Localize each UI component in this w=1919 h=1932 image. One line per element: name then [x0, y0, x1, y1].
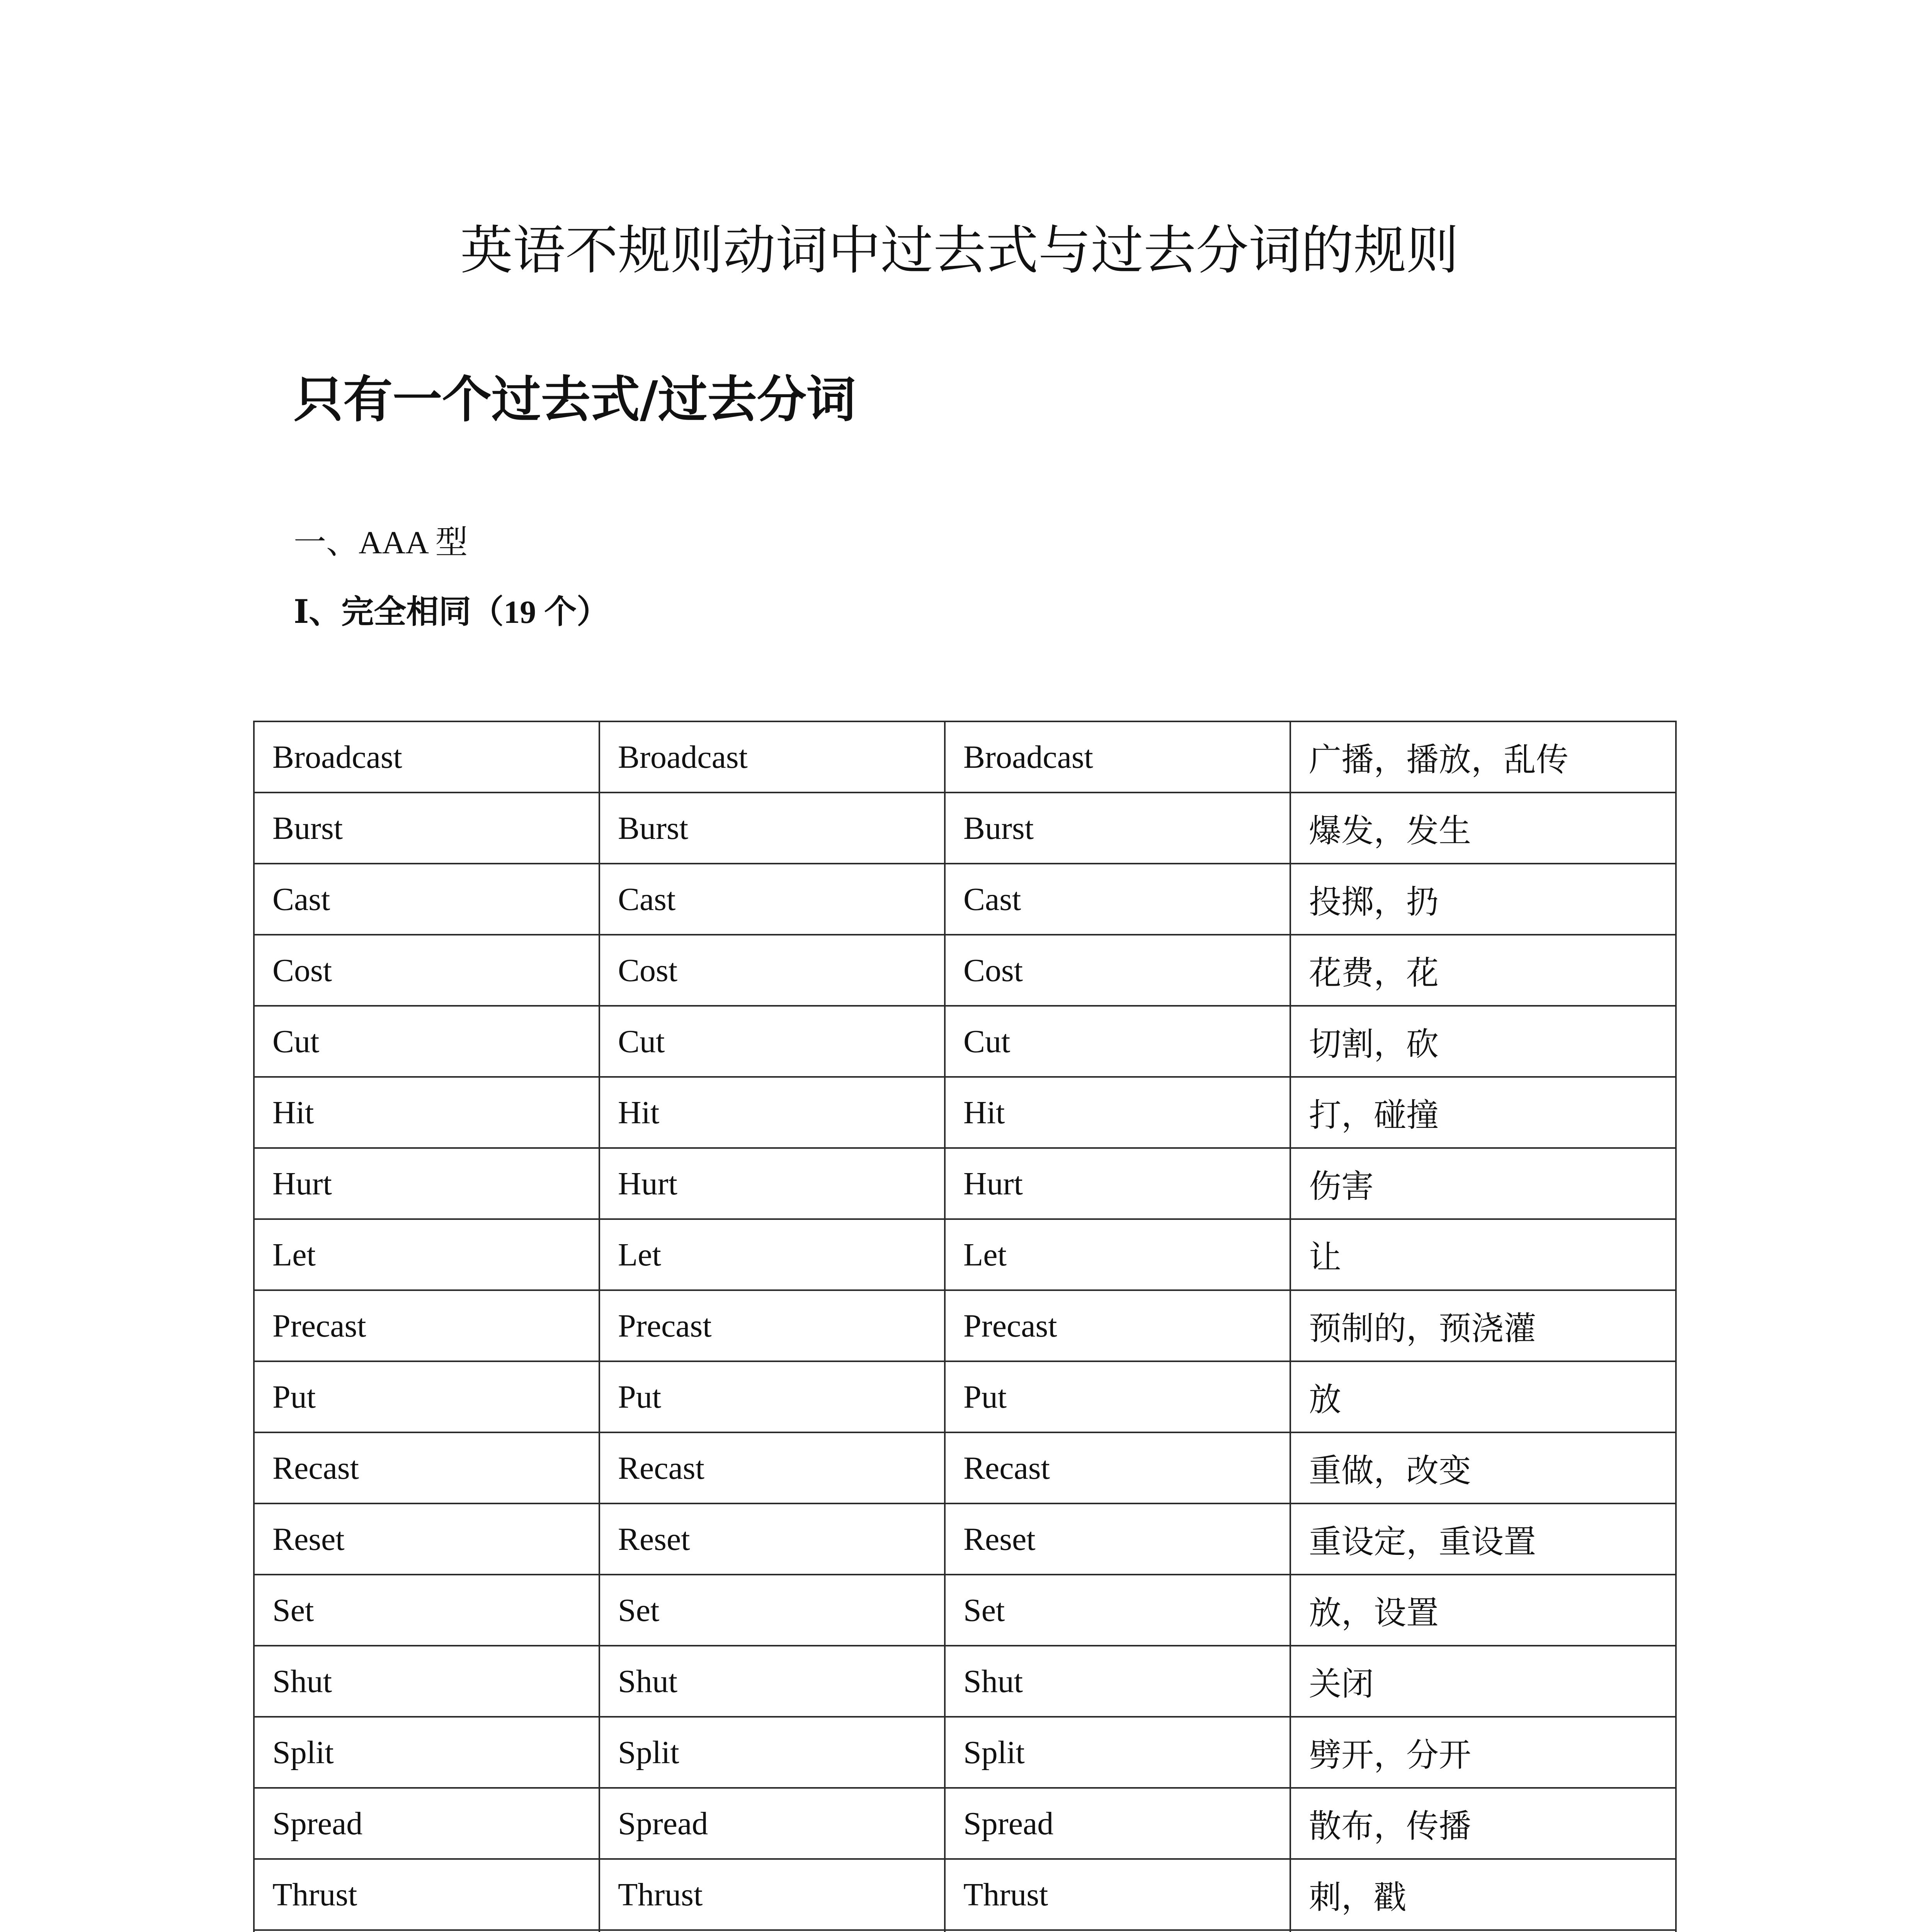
table-row: [254, 721, 1676, 793]
past-participle-cell: Split: [945, 1717, 1290, 1788]
past-tense-cell: Cast: [599, 864, 945, 935]
past-participle-cell: Let: [945, 1219, 1290, 1290]
past-participle-cell: Reset: [945, 1503, 1290, 1575]
base-form-cell: Reset: [254, 1503, 599, 1575]
meaning-cell: 切割，砍: [1290, 1006, 1676, 1077]
table-row: [254, 1361, 1676, 1432]
past-tense-cell: Thrust: [599, 1859, 945, 1930]
table-row: [254, 1788, 1676, 1859]
base-form-cell: Precast: [254, 1290, 599, 1361]
table-row: [254, 1646, 1676, 1717]
table-row: [254, 1930, 1676, 1932]
table-row: [254, 1077, 1676, 1148]
base-form-cell: Broadcast: [254, 721, 599, 793]
meaning-cell: 劈开，分开: [1290, 1717, 1676, 1788]
past-tense-cell: Broadcast: [599, 721, 945, 793]
table-row: [254, 1575, 1676, 1646]
base-form-cell: Recast: [254, 1432, 599, 1503]
past-tense-cell: Shut: [599, 1646, 945, 1717]
meaning-cell: 放，设置: [1290, 1575, 1676, 1646]
table-row: [254, 1859, 1676, 1930]
base-form-cell: Spread: [254, 1788, 599, 1859]
past-tense-cell: Cut: [599, 1006, 945, 1077]
page-title: 英语不规则动词中过去式与过去分词的规则: [460, 222, 1459, 280]
past-participle-cell: Cut: [945, 1006, 1290, 1077]
meaning-cell: [1290, 1930, 1676, 1932]
table-row: [254, 793, 1676, 864]
section-heading: 只有一个过去式/过去分词: [294, 371, 856, 429]
meaning-cell: 爆发，发生: [1290, 793, 1676, 864]
meaning-cell: 重设定，重设置: [1290, 1503, 1676, 1575]
table-row: [254, 1290, 1676, 1361]
past-participle-cell: Thrust: [945, 1859, 1290, 1930]
meaning-cell: 放: [1290, 1361, 1676, 1432]
meaning-cell: 伤害: [1290, 1148, 1676, 1219]
base-form-cell: [254, 1930, 599, 1932]
identical-forms-table: [253, 721, 1677, 1932]
base-form-cell: Cut: [254, 1006, 599, 1077]
base-form-cell: Shut: [254, 1646, 599, 1717]
base-form-cell: Hit: [254, 1077, 599, 1148]
past-participle-cell: Cast: [945, 864, 1290, 935]
past-tense-cell: Hit: [599, 1077, 945, 1148]
past-tense-cell: Set: [599, 1575, 945, 1646]
past-tense-cell: Let: [599, 1219, 945, 1290]
past-tense-cell: Spread: [599, 1788, 945, 1859]
past-participle-cell: Cost: [945, 935, 1290, 1006]
base-form-cell: Thrust: [254, 1859, 599, 1930]
past-tense-cell: [599, 1930, 945, 1932]
meaning-cell: 广播，播放，乱传: [1290, 721, 1676, 793]
past-tense-cell: Recast: [599, 1432, 945, 1503]
past-tense-cell: Reset: [599, 1503, 945, 1575]
past-participle-cell: Burst: [945, 793, 1290, 864]
table-row: [254, 1219, 1676, 1290]
past-participle-cell: Shut: [945, 1646, 1290, 1717]
past-participle-cell: Hit: [945, 1077, 1290, 1148]
past-tense-cell: Burst: [599, 793, 945, 864]
past-participle-cell: Precast: [945, 1290, 1290, 1361]
past-participle-cell: Spread: [945, 1788, 1290, 1859]
base-form-cell: Set: [254, 1575, 599, 1646]
meaning-cell: 打，碰撞: [1290, 1077, 1676, 1148]
base-form-cell: Hurt: [254, 1148, 599, 1219]
past-participle-cell: Broadcast: [945, 721, 1290, 793]
base-form-cell: Burst: [254, 793, 599, 864]
past-tense-cell: Cost: [599, 935, 945, 1006]
past-tense-cell: Split: [599, 1717, 945, 1788]
table-row: [254, 1148, 1676, 1219]
base-form-cell: Let: [254, 1219, 599, 1290]
meaning-cell: 花费，花: [1290, 935, 1676, 1006]
meaning-cell: 刺，戳: [1290, 1859, 1676, 1930]
group-heading-identical: Ⅰ、完全相同（19 个）: [294, 594, 609, 630]
meaning-cell: 预制的，预浇灌: [1290, 1290, 1676, 1361]
past-participle-cell: Hurt: [945, 1148, 1290, 1219]
meaning-cell: 散布，传播: [1290, 1788, 1676, 1859]
past-tense-cell: Hurt: [599, 1148, 945, 1219]
table-row: [254, 935, 1676, 1006]
meaning-cell: 关闭: [1290, 1646, 1676, 1717]
past-participle-cell: Recast: [945, 1432, 1290, 1503]
meaning-cell: 投掷，扔: [1290, 864, 1676, 935]
table-row: [254, 1432, 1676, 1503]
past-tense-cell: Put: [599, 1361, 945, 1432]
past-participle-cell: Set: [945, 1575, 1290, 1646]
past-participle-cell: Put: [945, 1361, 1290, 1432]
base-form-cell: Cast: [254, 864, 599, 935]
base-form-cell: Cost: [254, 935, 599, 1006]
subsection-heading-aaa: 一、AAA 型: [294, 525, 468, 561]
table-row: [254, 1717, 1676, 1788]
meaning-cell: 重做，改变: [1290, 1432, 1676, 1503]
past-participle-cell: [945, 1930, 1290, 1932]
base-form-cell: Put: [254, 1361, 599, 1432]
table-row: [254, 864, 1676, 935]
table-row: [254, 1006, 1676, 1077]
past-tense-cell: Precast: [599, 1290, 945, 1361]
table-row: [254, 1503, 1676, 1575]
meaning-cell: 让: [1290, 1219, 1676, 1290]
base-form-cell: Split: [254, 1717, 599, 1788]
